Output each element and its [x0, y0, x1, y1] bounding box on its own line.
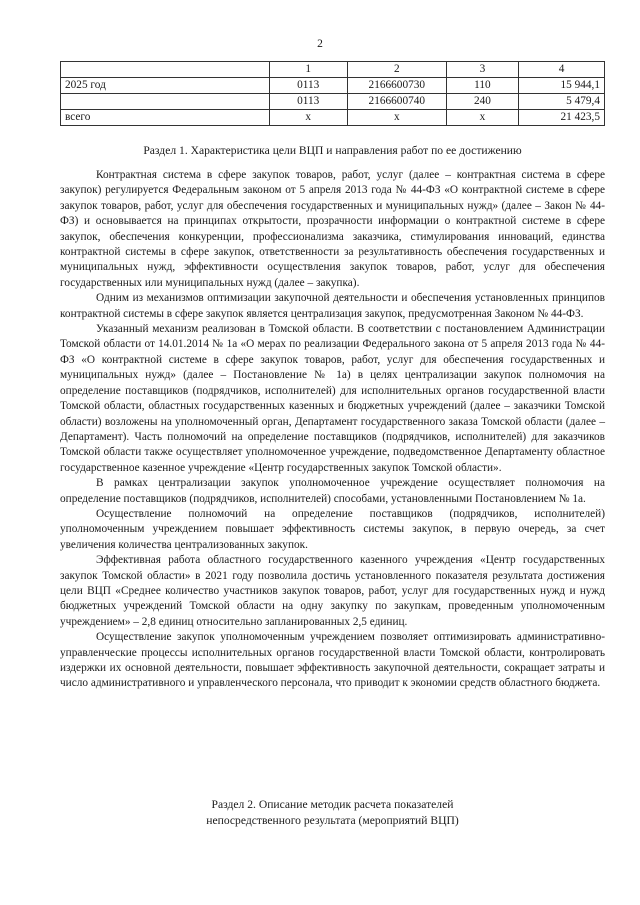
table-cell: 110: [446, 78, 518, 94]
table-cell: 240: [446, 94, 518, 110]
table-cell: 0113: [269, 78, 347, 94]
section-2-title-line-2: непосредственного результата (мероприятий ВЦП): [206, 814, 459, 827]
paragraph: Указанный механизм реализован в Томской области. В соответствии с постановлением Администрации Томской области от 14.01.2014 № 1а «О мерах по реализации Федерального закона от 5 апреля 2013 года № 44-ФЗ «О контрактной системе в сфере закупок товаров, работ, услуг для обеспечения государственных и муниципальных нужд» (далее – Постановление № 1а) в целях централизации закупок полномочия на определение поставщиков (подрядчиков, исполнителей) для исполнительных органов государственной власти Томской области, областных государственных казенных и бюджетных учреждений (далее – заказчики Томской области) возложены на уполномоченный орган, Департамент государственного заказа Томской области (далее – Департамент). Часть полномочий на определение поставщиков (подрядчиков, исполнителей) для заказчиков Томской области также осуществляет уполномоченное учреждение, подведомственное Департаменту областное государственное казенное учреждение «Центр государственных закупок Томской области».: [60, 323, 605, 474]
table-cell: 2166600740: [347, 94, 446, 110]
paragraph: Контрактная система в сфере закупок товаров, работ, услуг (далее – контрактная система в сфере закупок) регулируется Федеральным законом от 5 апреля 2013 года № 44-ФЗ «О контрактной системе в сфере закупок товаров, работ, услуг для обеспечения государственных и муниципальных нужд» (далее – Закон № 44-ФЗ) и основывается на принципах открытости, прозрачности информации о контрактной системе в сфере закупок, обеспечения конкуренции, профессионализма заказчика, стимулирования инноваций, единства контрактной системы в сфере закупок, ответственности за результативность обеспечения государственных и муниципальных нужд, эффективности осуществления закупок товаров, работ, услуг для обеспечения государственных или муниципальных нужд (далее – закупка).: [60, 169, 605, 289]
table-header-cell: 3: [446, 62, 518, 78]
budget-table: [60, 61, 605, 126]
paragraph: Одним из механизмов оптимизации закупочной деятельности и обеспечения установленных принципов контрактной системы в сфере закупок является централизация закупок, предусмотренная Законом № 44-ФЗ.: [60, 292, 605, 320]
table-cell: 2025 год: [61, 78, 270, 94]
section-1-title: Раздел 1. Характеристика цели ВЦП и направления работ по ее достижению: [143, 144, 522, 157]
table-cell: [61, 94, 270, 110]
table-row-total: [61, 110, 605, 126]
table-header-cell: 1: [269, 62, 347, 78]
table-header-cell: 4: [519, 62, 605, 78]
table-cell: х: [269, 110, 347, 126]
paragraph: Осуществление полномочий на определение поставщиков (подрядчиков, исполнителей) уполномоченным учреждением повышает эффективность системы закупок, в первую очередь, за счет увеличения количества централизованных закупок.: [60, 507, 605, 551]
table-cell: 0113: [269, 94, 347, 110]
table-cell: х: [446, 110, 518, 126]
body-text: [60, 168, 605, 692]
table-header-row: [61, 62, 605, 78]
table-cell: х: [347, 110, 446, 126]
table-header-cell: 2: [347, 62, 446, 78]
table-cell: 21 423,5: [519, 110, 605, 126]
table-cell: всего: [61, 110, 270, 126]
paragraph: Осуществление закупок уполномоченным учреждением позволяет оптимизировать административно-управленческие процессы исполнительных органов государственной власти Томской области, контролировать издержки их основной деятельности, повышает эффективность закупочной деятельности, сокращает затраты и число административного и управленческого персонала, что приводит к экономии средств областного бюджета.: [60, 631, 605, 690]
section-2-title-line-1: Раздел 2. Описание методик расчета показателей: [211, 798, 454, 811]
table-cell: 2166600730: [347, 78, 446, 94]
table-row: [61, 94, 605, 110]
paragraph: В рамках централизации закупок уполномоченное учреждение осуществляет полномочия на определение поставщиков (подрядчиков, исполнителей) способами, установленными Постановлением № 1а.: [60, 477, 605, 505]
table-header-cell: [61, 62, 270, 78]
table-row: [61, 78, 605, 94]
table-cell: 15 944,1: [519, 78, 605, 94]
paragraph: Эффективная работа областного государственного казенного учреждения «Центр государственных закупок Томской области» в 2021 году позволила достичь установленного показателя результата достижения цели ВЦП «Среднее количество участников закупок товаров, работ, услуг для государственных нужд и нужд бюджетных учреждений Томской области на одну закупку по закупкам, проведенным уполномоченным учреждением» – 2,8 единиц относительно запланированных 2,5 единиц.: [60, 554, 605, 628]
page-number: 2: [317, 38, 323, 50]
section-2-title: [60, 797, 605, 829]
table-cell: 5 479,4: [519, 94, 605, 110]
